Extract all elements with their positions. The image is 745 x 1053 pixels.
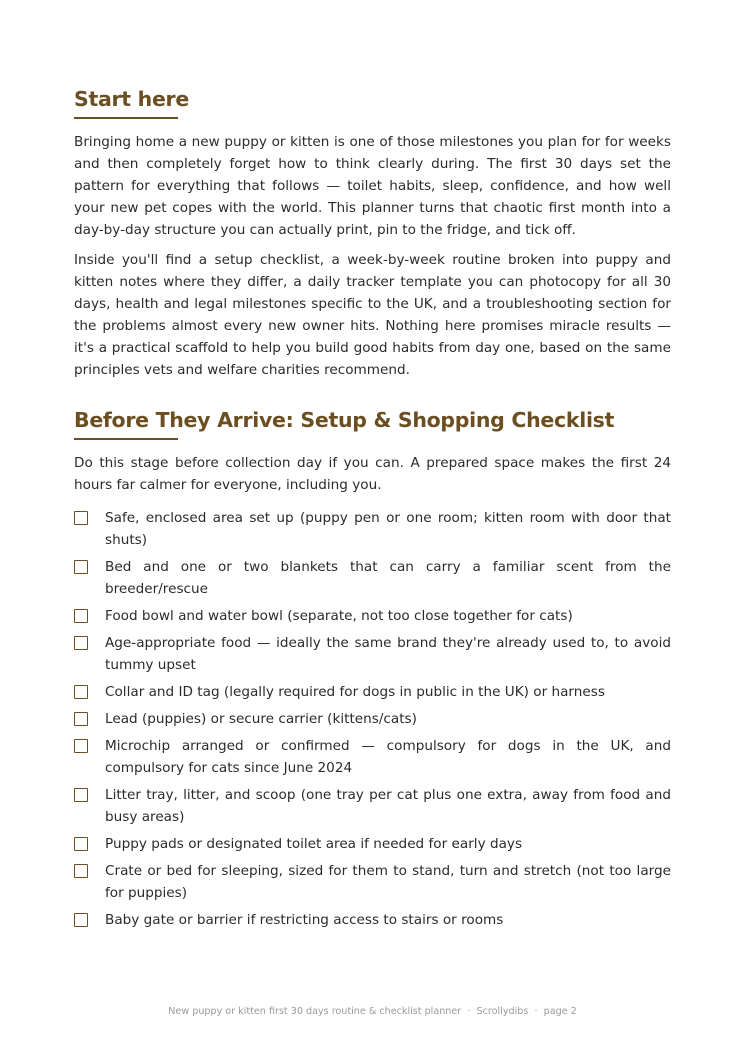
checklist-item-label: Bed and one or two blankets that can carry a familiar scent from the breeder/rescue [105,559,671,597]
footer-separator: · [534,1006,538,1017]
checklist-item [74,681,671,703]
checkbox[interactable] [74,712,88,726]
checkbox[interactable] [74,788,88,802]
checklist-item-label: Lead (puppies) or secure carrier (kittens/cats) [105,711,417,727]
checklist-item-label: Age-appropriate food — ideally the same brand they're already used to, to avoid tummy upset [105,635,671,673]
checklist-item-label: Food bowl and water bowl (separate, not too close together for cats) [105,608,573,624]
checklist-item-label: Microchip arranged or confirmed — compulsory for dogs in the UK, and compulsory for cats since June 2024 [105,738,671,776]
checklist-item [74,784,671,828]
checklist-item [74,605,671,627]
checklist-item [74,708,671,730]
footer-page-number: page 2 [543,1006,577,1017]
checkbox[interactable] [74,739,88,753]
checklist-item [74,507,671,551]
checkbox[interactable] [74,685,88,699]
checklist-item-label: Collar and ID tag (legally required for dogs in public in the UK) or harness [105,684,605,700]
checklist-item [74,632,671,676]
checklist-item [74,556,671,600]
checkbox[interactable] [74,864,88,878]
intro-paragraph-1: Bringing home a new puppy or kitten is one of those milestones you plan for for weeks and then completely forget how to think clearly during. The first 30 days set the pattern for everything that follows — toilet habits, sleep, confidence, and how well your new pet copes with the world. This planner turns that chaotic first month into a day-by-day structure you can actually print, pin to the fridge, and tick off. [74,134,671,238]
checkbox[interactable] [74,609,88,623]
footer-brand: Scrollydibs [476,1006,529,1017]
checkbox[interactable] [74,511,88,525]
checklist-item [74,735,671,779]
page-content [74,84,671,936]
title-underline [74,438,178,440]
title-underline [74,117,178,119]
checklist-item-label: Litter tray, litter, and scoop (one tray per cat plus one extra, away from food and busy areas) [105,787,671,825]
intro-paragraph-2: Inside you'll find a setup checklist, a week-by-week routine broken into puppy and kitten notes where they differ, a daily tracker template you can photocopy for all 30 days, health and legal milestones specific to the UK, and a troubleshooting section for the problems almost every new owner hits. Nothing here promises miracle results — it's a practical scaffold to help you build good habits from day one, based on the same principles vets and welfare charities recommend. [74,252,671,378]
section-start-here [74,84,671,381]
checklist-item-label: Baby gate or barrier if restricting access to stairs or rooms [105,912,504,928]
checklist-item [74,833,671,855]
checkbox[interactable] [74,560,88,574]
footer-doc-title: New puppy or kitten first 30 days routine & checklist planner [168,1006,462,1017]
checklist-item-label: Puppy pads or designated toilet area if needed for early days [105,836,523,852]
checkbox[interactable] [74,837,88,851]
checkbox[interactable] [74,636,88,650]
setup-checklist [74,507,671,931]
checklist-intro: Do this stage before collection day if you can. A prepared space makes the first 24 hours far calmer for everyone, including you. [74,455,671,493]
checklist-item-label: Safe, enclosed area set up (puppy pen or one room; kitten room with door that shuts) [105,510,671,548]
page-footer [0,1006,745,1017]
checklist-item [74,909,671,931]
section-title: Before They Arrive: Setup & Shopping Checklist [74,408,615,432]
checklist-item [74,860,671,904]
checklist-item-label: Crate or bed for sleeping, sized for them to stand, turn and stretch (not too large for puppies) [105,863,671,901]
checkbox[interactable] [74,913,88,927]
section-setup-checklist [74,405,671,931]
section-title: Start here [74,87,189,111]
footer-separator: · [467,1006,471,1017]
section-header [74,84,671,119]
